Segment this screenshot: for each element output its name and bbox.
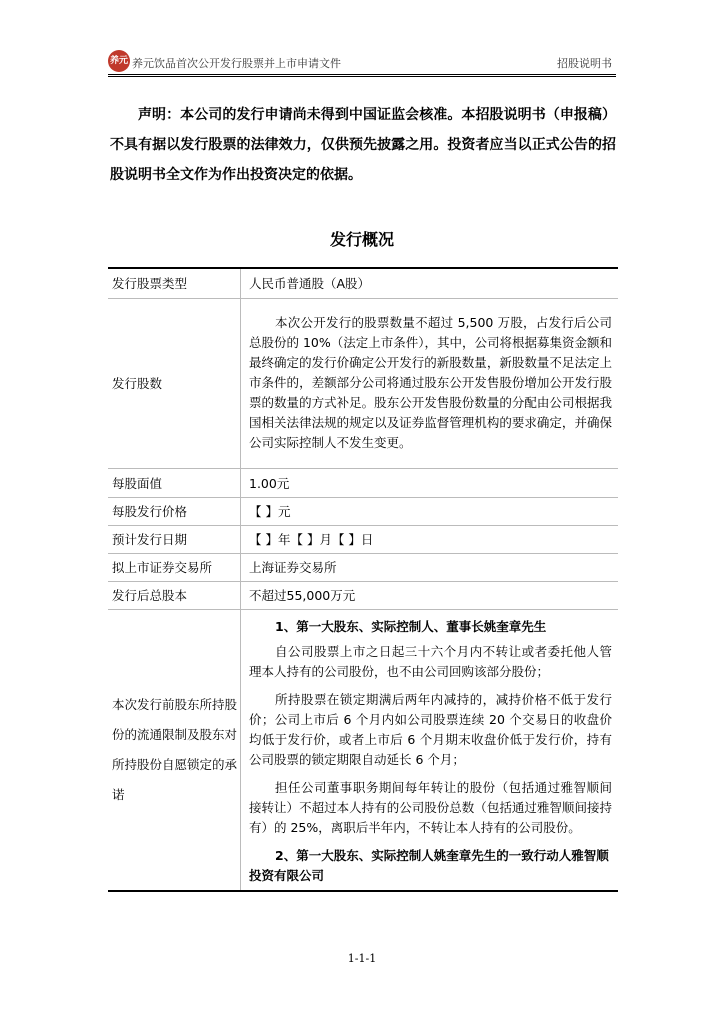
row-value: 不超过55,000万元 [241, 581, 619, 609]
row-value [241, 298, 619, 468]
page-number: 1-1-1 [347, 952, 377, 965]
table-row [108, 581, 618, 609]
row-label: 每股发行价格 [108, 497, 241, 525]
row-label: 每股面值 [108, 468, 241, 497]
lockup-heading-1: 1、第一大股东、实际控制人、董事长姚奎章先生 [275, 618, 547, 634]
page-header [108, 50, 616, 74]
table-row [108, 553, 618, 581]
share-count-text: 本次公开发行的股票数量不超过 5,500 万股，占发行后公司总股份的 10%（法定上市条件），其中，公司将根据募集资金额和最终确定的发行价确定公开发行的新股数量，新股数量不足法定上市条件的，差额部分公司将通过股东公开发售股份增加公开发行股票的数量的方式补足。股东公开发售股份数量的分配由公司根据我国相关法律法规的规定以及证券监督管理机构的要求确定，并确保公司实际控制人不发生变更。 [249, 315, 613, 450]
row-label: 拟上市证券交易所 [108, 553, 241, 581]
row-value: 【 】年【 】月【 】日 [241, 525, 619, 553]
row-value: 人民币普通股（A股） [241, 268, 619, 298]
row-label: 发行股票类型 [108, 268, 241, 298]
table-row [108, 468, 618, 497]
header-title: 养元饮品首次公开发行股票并上市申请文件 [132, 57, 341, 70]
table-row [108, 298, 618, 468]
table-row [108, 609, 618, 891]
header-rule-secondary [108, 76, 616, 77]
lockup-label: 本次发行前股东所持股份的流通限制及股东对所持股份自愿锁定的承诺 [108, 609, 241, 891]
row-label: 发行后总股本 [108, 581, 241, 609]
lockup-paragraph-2: 所持股票在锁定期满后两年内减持的，减持价格不低于发行价；公司上市后 6 个月内如公司股票连续 20 个交易日的收盘价均低于发行价，或者上市后 6 个月期末收盘价低于发行价，持有公司股票的锁定期限自动延长 6 个月； [249, 691, 612, 767]
lockup-heading-2: 2、第一大股东、实际控制人姚奎章先生的一致行动人雅智顺投资有限公司 [249, 847, 609, 883]
table-row [108, 497, 618, 525]
offering-overview-table [108, 267, 618, 892]
header-doc-type: 招股说明书 [557, 57, 612, 70]
company-logo-icon: 养元 [108, 50, 130, 72]
row-value: 【 】元 [241, 497, 619, 525]
table-row [108, 268, 618, 298]
row-label: 预计发行日期 [108, 525, 241, 553]
row-value: 1.00元 [241, 468, 619, 497]
row-value: 上海证券交易所 [241, 553, 619, 581]
table-row [108, 525, 618, 553]
header-rule [108, 74, 616, 75]
lockup-commitments [241, 609, 619, 891]
lockup-paragraph-1: 自公司股票上市之日起三十六个月内不转让或者委托他人管理本人持有的公司股份，也不由公司回购该部分股份； [249, 643, 612, 679]
section-title: 发行概况 [329, 230, 394, 249]
lockup-paragraph-3: 担任公司董事职务期间每年转让的股份（包括通过雅智顺间接转让）不超过本人持有的公司股份总数（包括通过雅智顺间接持有）的 25%，离职后半年内，不转让本人持有的公司股份。 [249, 779, 612, 835]
row-label: 发行股数 [108, 298, 241, 468]
disclaimer-statement: 声明：本公司的发行申请尚未得到中国证监会核准。本招股说明书（申报稿）不具有据以发行股票的法律效力，仅供预先披露之用。投资者应当以正式公告的招股说明书全文作为作出投资决定的依据。 [110, 107, 616, 183]
